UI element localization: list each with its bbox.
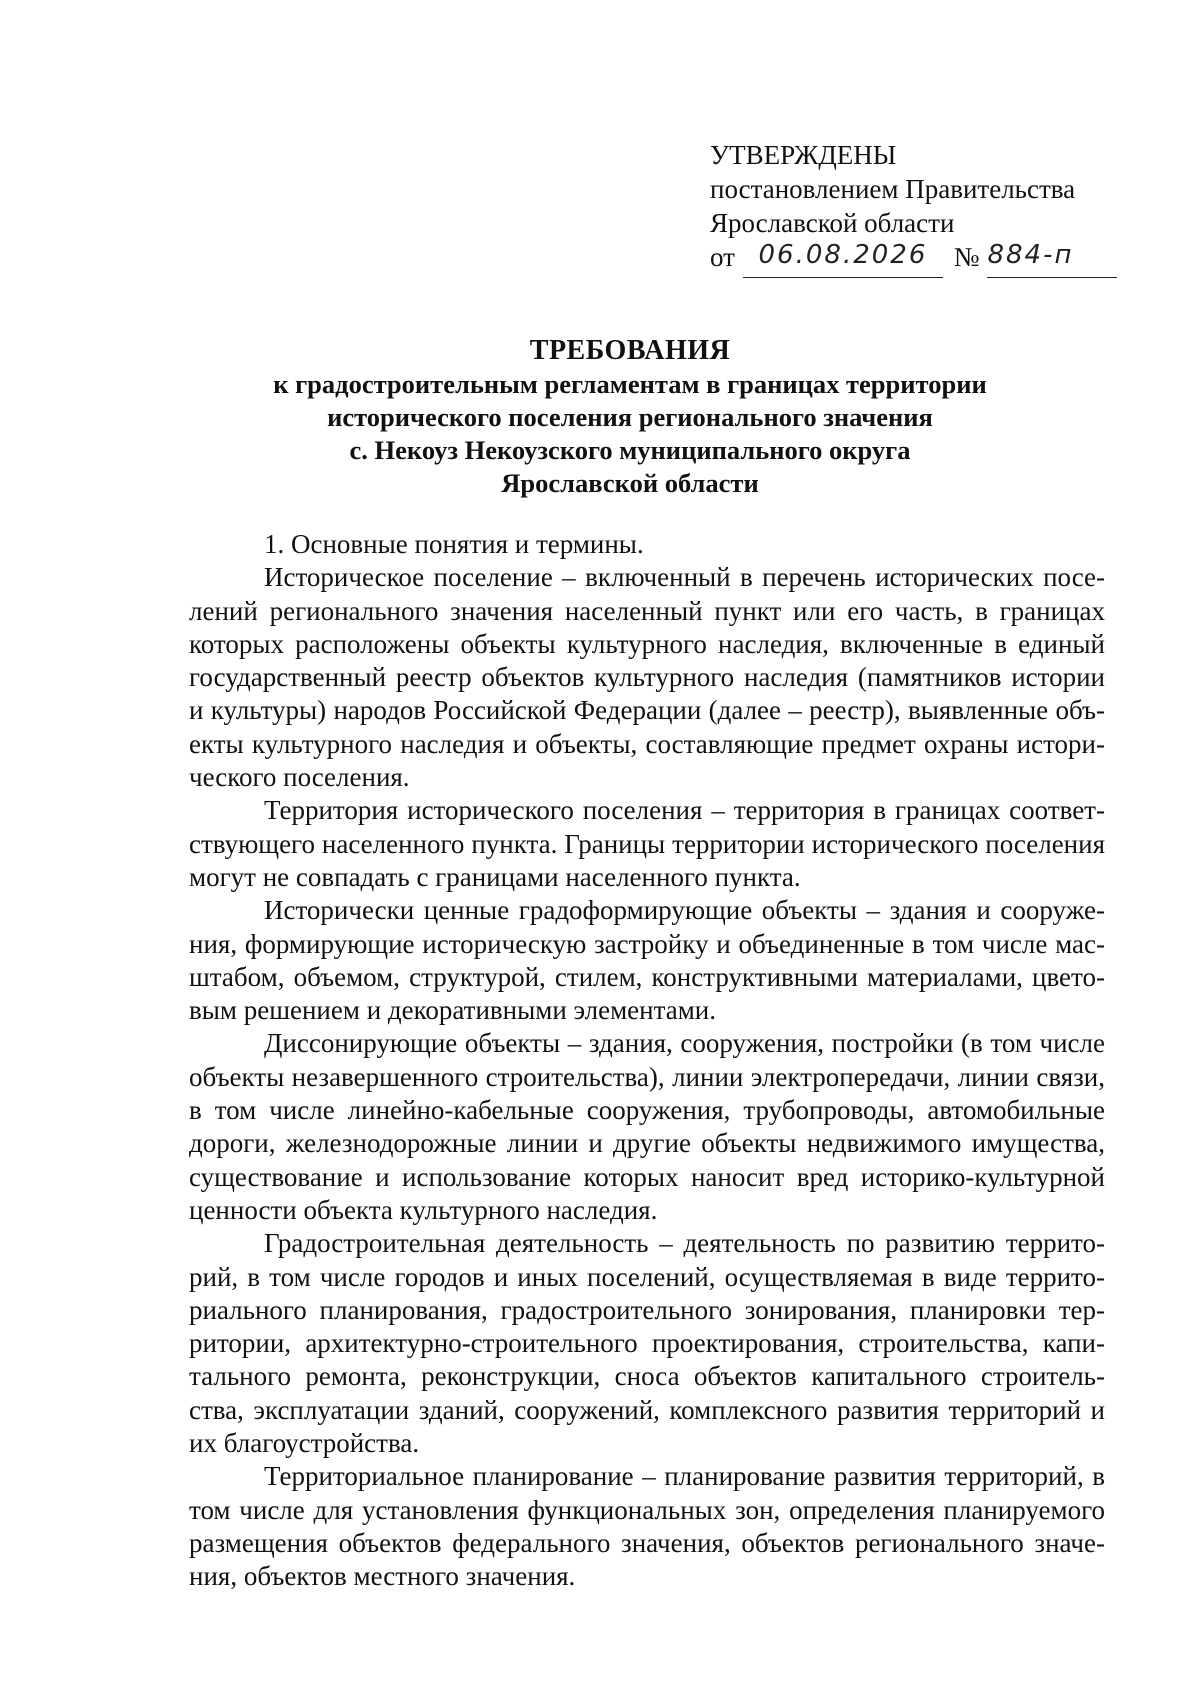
- paragraph-territorial-planning: Территориальное планирование – планирование развития территорий, в том числе для установления функциональных зон, определения планируемого размещения объектов федерального значения, объектов регионального значения, объектов местного значения.: [189, 1461, 1105, 1592]
- date-underline: [743, 277, 943, 278]
- subtitle-line-2: исторического поселения регионального значения: [327, 402, 933, 432]
- handwritten-date: [743, 240, 943, 275]
- approval-stamp: [710, 138, 1117, 275]
- paragraph-valuable-objects: Исторически ценные градоформирующие объекты – здания и сооружения, формирующие историческую застройку и объединенные в том числе масштабом, объемом, структурой, стилем, конструктивными материалами, цветовым решением и декоративными элементами.: [189, 895, 1105, 1026]
- approval-date-line: [710, 240, 1117, 275]
- approval-line-2: Ярославской области: [710, 208, 955, 238]
- document-title-block: [150, 334, 1110, 500]
- handwritten-number-text: 884-п: [987, 240, 1074, 270]
- handwritten-number: [987, 240, 1117, 275]
- number-underline: [987, 277, 1117, 278]
- paragraph-dissonant-objects: Диссонирующие объекты – здания, сооружения, постройки (в том числе объекты незавершенного строительства), линии электропередачи, линии связи, в том числе линейно-кабельные сооружения, трубопроводы, автомобильные дороги, железнодорожные линии и другие объекты недвижимого имущества, существование и использование которых наносит вред историко-культурной ценности объекта культурного наследия.: [189, 1028, 1105, 1225]
- paragraph-urban-activity: Градостроительная деятельность – деятельность по развитию территорий, в том числе городов и иных поселений, осуществляемая в виде территориального планирования, градостроительного зонирования, планировки территории, архитектурно-строительного проектирования, строительства, капитального ремонта, реконструкции, сноса объектов капитального строительства, эксплуатации зданий, сооружений, комплексного развития территорий и их благоустройства.: [189, 1228, 1105, 1459]
- handwritten-date-text: 06.08.2026: [758, 240, 928, 270]
- date-prefix: от: [710, 242, 735, 272]
- number-prefix: №: [953, 242, 980, 272]
- subtitle-line-4: Ярославской области: [501, 468, 759, 498]
- subtitle-line-3: с. Некоуз Некоузского муниципального округа: [349, 435, 911, 465]
- paragraph-settlement-territory: Территория исторического поселения – территория в границах соответствующего населенного пункта. Границы территории исторического поселения могут не совпадать с границами населенного пункта.: [189, 795, 1105, 892]
- approval-line-1: постановлением Правительства: [710, 174, 1076, 204]
- subtitle-line-1: к градостроительным регламентам в границах территории: [273, 369, 987, 399]
- section-heading: 1. Основные понятия и термины.: [264, 529, 644, 559]
- document-body: [189, 528, 1105, 1594]
- paragraph-historical-settlement: Историческое поселение – включенный в перечень исторических поселений регионального значения населенный пункт или его часть, в границах которых расположены объекты культурного наследия, включенные в единый государственный реестр объектов культурного наследия (памятников истории и культуры) народов Российской Федерации (далее – реестр), выявленные объекты культурного наследия и объекты, составляющие предмет охраны исторического поселения.: [189, 562, 1105, 793]
- approval-heading: УТВЕРЖДЕНЫ: [710, 140, 897, 170]
- document-title: ТРЕБОВАНИЯ: [529, 335, 731, 366]
